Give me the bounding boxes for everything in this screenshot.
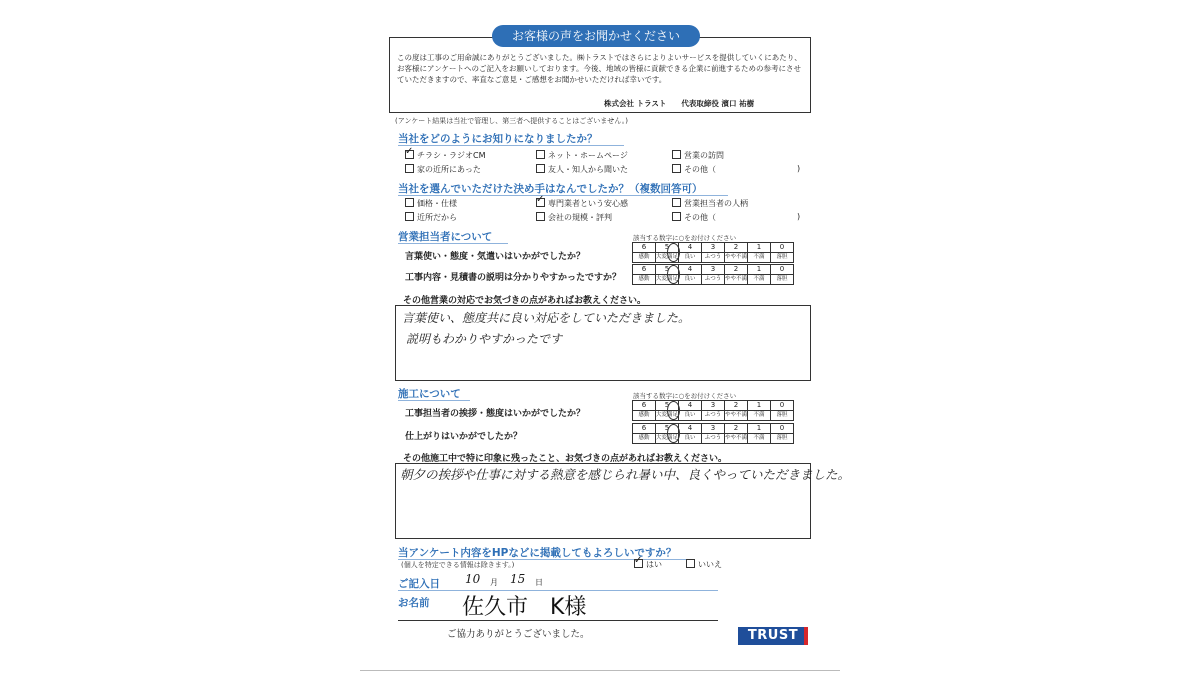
q2-title: 当社を選んでいただけた決め手はなんでしたか？（複数回答可） — [398, 183, 703, 195]
rating-label: やや不満 — [725, 434, 748, 444]
q3-item2: 工事内容・見積書の説明は分かりやすかったですか？ — [405, 273, 622, 283]
checkbox-icon[interactable] — [405, 164, 414, 173]
rating-num[interactable]: 4 — [679, 243, 702, 253]
rating-label: 感動 — [633, 434, 656, 444]
rating-label: 落胆 — [771, 275, 794, 285]
q1-option-web[interactable]: ネット・ホームページ — [536, 150, 628, 161]
rating-num[interactable]: 3 — [702, 401, 725, 411]
rating-num[interactable]: 6 — [633, 265, 656, 275]
date-month-unit: 月 — [490, 578, 498, 587]
checkbox-icon[interactable] — [672, 212, 681, 221]
intro-text: この度は工事のご用命誠にありがとうございました。㈱トラストではさらによりよいサービスを提供していくにあたり、お客様にアンケートへのご記入をお願いしております。今後、地域の皆様に貢献できる企業に前進するための参考にさせていただきますので、率直なご意見・ご感想をお聞かせいただければ幸いです。 — [397, 53, 802, 84]
rating-label: ふつう — [702, 411, 725, 421]
q4-item1: 工事担当者の挨拶・態度はいかがでしたか？ — [405, 409, 586, 419]
rating-label: 良い — [679, 434, 702, 444]
rating-num[interactable]: 2 — [725, 265, 748, 275]
q2-other-close: ) — [797, 212, 801, 221]
checkbox-icon[interactable] — [672, 164, 681, 173]
q4-underline — [398, 400, 470, 401]
thanks-text: ご協力ありがとうございました。 — [447, 629, 590, 640]
checkbox-icon[interactable] — [405, 198, 414, 207]
rating-label: 良い — [679, 411, 702, 421]
q2-option-other[interactable]: その他（ — [672, 212, 716, 223]
rating-selected-circle — [667, 424, 680, 443]
rating-label: 感動 — [633, 275, 656, 285]
q5-note: (個人を特定できる情報は除きます。) — [401, 561, 515, 569]
checkbox-checked-icon[interactable] — [634, 559, 643, 568]
rating-label: やや不満 — [725, 253, 748, 263]
rating-num[interactable]: 2 — [725, 424, 748, 434]
rating-num[interactable]: 5 — [656, 243, 679, 253]
rating-num[interactable]: 1 — [748, 265, 771, 275]
q5-option-no[interactable]: いいえ — [686, 559, 722, 570]
rating-label: 大変満足 — [656, 434, 679, 444]
q3-rating-hint: 該当する数字に○をお付けください — [633, 234, 737, 242]
q2-option-reputation[interactable]: 会社の規模・評判 — [536, 212, 612, 223]
checkbox-checked-icon[interactable] — [536, 198, 545, 207]
page-bottom-rule — [360, 670, 840, 671]
rating-selected-circle — [667, 243, 680, 262]
rating-label: 落胆 — [771, 434, 794, 444]
checkbox-icon[interactable] — [536, 164, 545, 173]
q4-comment-prompt: その他施工中で特に印象に残ったこと、お気づきの点があればお教えください。 — [403, 454, 728, 464]
rating-num[interactable]: 4 — [679, 401, 702, 411]
rating-label: 落胆 — [771, 411, 794, 421]
rating-label: 良い — [679, 253, 702, 263]
rating-num[interactable]: 3 — [702, 265, 725, 275]
rating-num[interactable]: 2 — [725, 401, 748, 411]
rating-num[interactable]: 6 — [633, 424, 656, 434]
q4-comment-line1: 朝夕の挨拶や仕事に対する熱意を感じられ暑い中、良くやっていただきました。 — [400, 467, 851, 482]
rating-label: 感動 — [633, 253, 656, 263]
rating-num[interactable]: 2 — [725, 243, 748, 253]
survey-banner: お客様の声をお聞かせください — [492, 25, 700, 47]
checkbox-icon[interactable] — [405, 212, 414, 221]
rating-num[interactable]: 4 — [679, 424, 702, 434]
q1-underline — [398, 145, 624, 146]
rating-label: 大変満足 — [656, 253, 679, 263]
company-signature: 株式会社 トラスト 代表取締役 濱口 祐樹 — [604, 99, 755, 108]
rating-label: 落胆 — [771, 253, 794, 263]
q5-option-yes[interactable]: ✓ はい — [634, 559, 662, 570]
q3-comment-line1: 言葉使い、態度共に良い対応をしていただきました。 — [402, 311, 691, 325]
q1-option-nearby[interactable]: 家の近所にあった — [405, 164, 481, 175]
q2-option-specialist[interactable]: ✓ 専門業者という安心感 — [536, 198, 628, 209]
rating-label: 不満 — [748, 411, 771, 421]
q1-option-other[interactable]: その他（ — [672, 164, 716, 175]
rating-num[interactable]: 6 — [633, 401, 656, 411]
rating-label: やや不満 — [725, 411, 748, 421]
rating-num[interactable]: 1 — [748, 401, 771, 411]
rating-num[interactable]: 1 — [748, 243, 771, 253]
trust-logo: TRUST — [738, 627, 808, 645]
privacy-note: (アンケート結果は当社で管理し、第三者へ提供することはございません。) — [395, 117, 628, 125]
rating-num[interactable]: 5 — [656, 265, 679, 275]
q3-underline — [398, 243, 508, 244]
rating-label: 感動 — [633, 411, 656, 421]
rating-num[interactable]: 3 — [702, 424, 725, 434]
date-label: ご記入日 — [398, 578, 440, 590]
checkbox-icon[interactable] — [536, 150, 545, 159]
rating-num[interactable]: 5 — [656, 424, 679, 434]
rating-selected-circle — [667, 401, 680, 420]
q4-rating-table-1[interactable] — [632, 400, 794, 421]
q3-rating-table-1[interactable] — [632, 242, 794, 263]
rating-label: ふつう — [702, 434, 725, 444]
q3-comment-line2: 説明もわかりやすかったです — [406, 332, 563, 346]
checkbox-icon[interactable] — [686, 559, 695, 568]
rating-label: 不満 — [748, 434, 771, 444]
q5-title: 当アンケート内容をHPなどに掲載してもよろしいですか？ — [398, 547, 677, 559]
rating-num[interactable]: 0 — [771, 401, 794, 411]
q4-title: 施工について — [398, 388, 461, 400]
checkbox-icon[interactable] — [672, 150, 681, 159]
q4-rating-table-2[interactable] — [632, 423, 794, 444]
rating-label: 不満 — [748, 253, 771, 263]
q4-rating-hint: 該当する数字に○をお付けください — [633, 392, 737, 400]
rating-label: 大変満足 — [656, 411, 679, 421]
q2-option-staff[interactable]: 営業担当者の人柄 — [672, 198, 748, 209]
rating-label: ふつう — [702, 253, 725, 263]
rating-label: 不満 — [748, 275, 771, 285]
name-underline — [398, 620, 718, 621]
rating-num[interactable]: 0 — [771, 243, 794, 253]
q3-comment-prompt: その他営業の対応でお気づきの点があればお教えください。 — [403, 296, 647, 306]
name-value[interactable]: 佐久市 K様 — [462, 595, 587, 620]
q3-item1: 言葉使い・態度・気遣いはいかがでしたか？ — [405, 252, 586, 262]
checkbox-icon[interactable] — [672, 198, 681, 207]
checkbox-checked-icon[interactable] — [405, 150, 414, 159]
rating-selected-circle — [667, 265, 680, 284]
rating-num[interactable]: 3 — [702, 243, 725, 253]
rating-label: 大変満足 — [656, 275, 679, 285]
rating-num[interactable]: 1 — [748, 424, 771, 434]
q4-item2: 仕上がりはいかがでしたか？ — [405, 432, 523, 442]
q2-option-nearby[interactable]: 近所だから — [405, 212, 457, 223]
q1-option-friend[interactable]: 友人・知人から聞いた — [536, 164, 628, 175]
q1-other-close: ) — [797, 164, 801, 173]
rating-label: ふつう — [702, 275, 725, 285]
date-day-value[interactable]: 15 — [510, 572, 526, 586]
q3-title: 営業担当者について — [398, 231, 493, 243]
rating-num[interactable]: 0 — [771, 424, 794, 434]
rating-num[interactable]: 6 — [633, 243, 656, 253]
date-month-value[interactable]: 10 — [465, 572, 481, 586]
q2-underline — [398, 195, 728, 196]
q3-rating-table-2[interactable] — [632, 264, 794, 285]
q1-option-flyer[interactable]: ✓チラシ・ラジオCM — [405, 150, 486, 161]
q2-option-price[interactable]: 価格・仕様 — [405, 198, 457, 209]
rating-num[interactable]: 0 — [771, 265, 794, 275]
rating-label: やや不満 — [725, 275, 748, 285]
date-day-unit: 日 — [535, 578, 543, 587]
name-label: お名前 — [398, 597, 430, 609]
q1-title: 当社をどのようにお知りになりましたか？ — [398, 133, 598, 145]
rating-label: 良い — [679, 275, 702, 285]
checkbox-icon[interactable] — [536, 212, 545, 221]
rating-num[interactable]: 4 — [679, 265, 702, 275]
rating-num[interactable]: 5 — [656, 401, 679, 411]
q1-option-sales-visit[interactable]: 営業の訪問 — [672, 150, 724, 161]
